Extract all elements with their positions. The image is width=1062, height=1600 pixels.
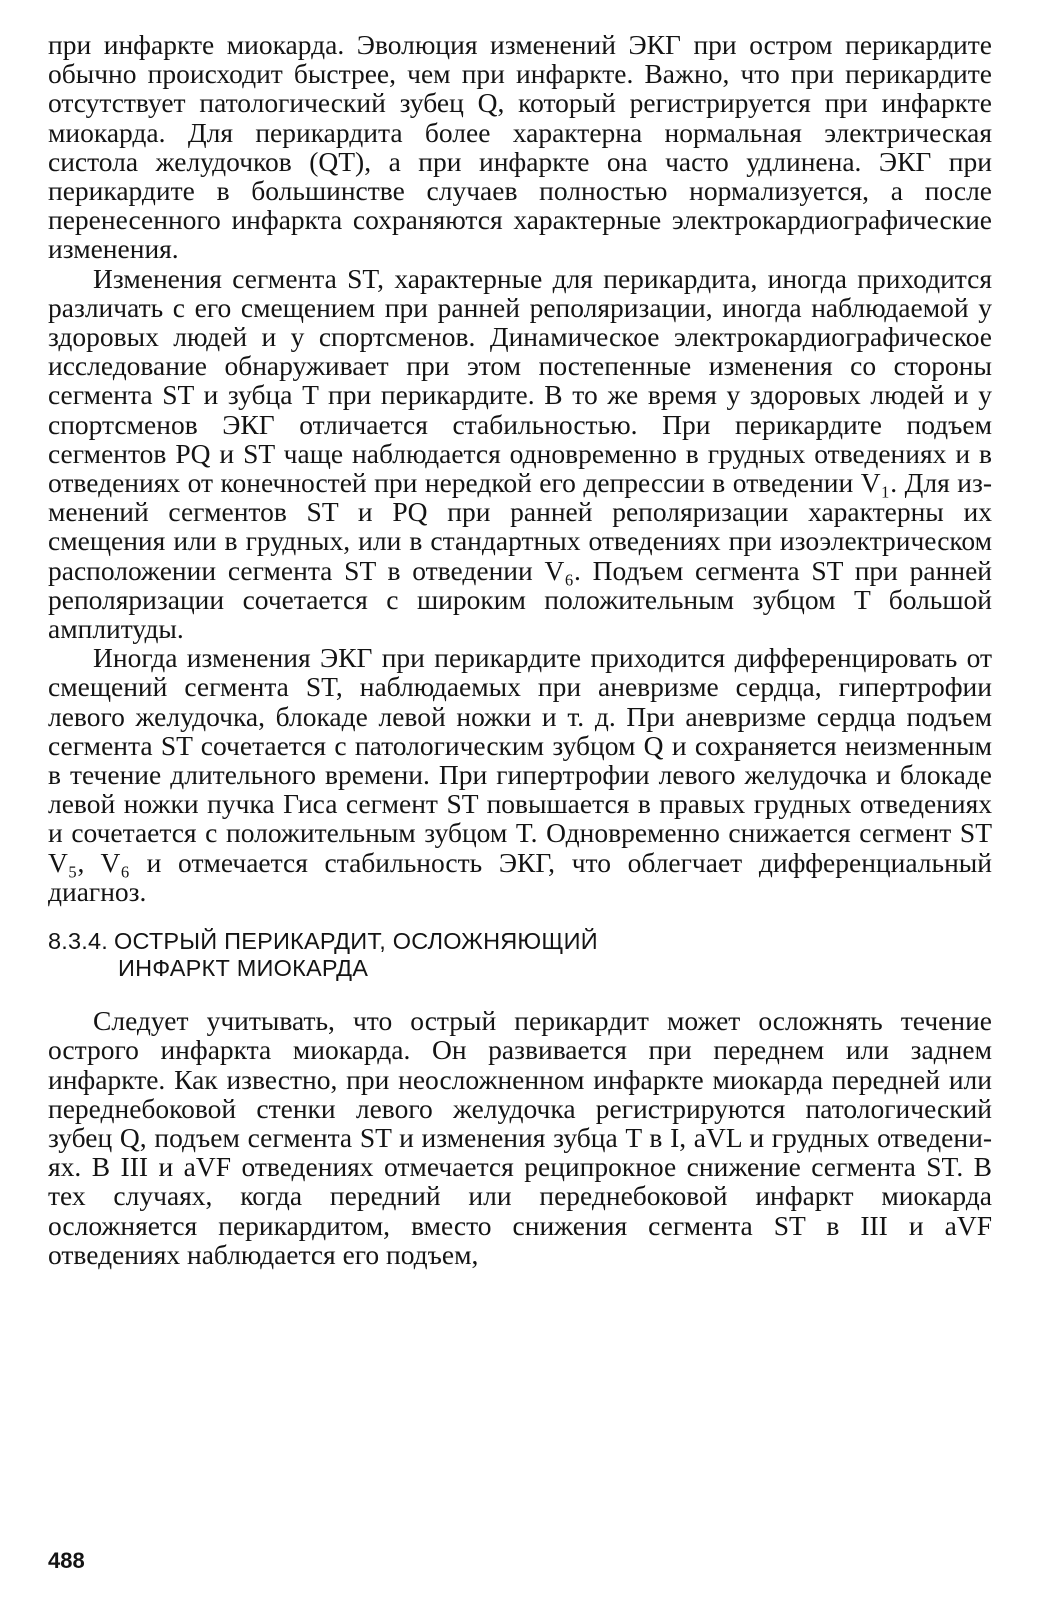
page-number: 488 (48, 1548, 85, 1573)
section-title-line2: ИНФАРКТ МИОКАРДА (118, 955, 369, 982)
paragraph-continuation: при инфаркте миокарда. Эволюция изменений ЭКГ при остром перикардите обычно происходит быстрее, чем при инфаркте. Важно, что при перикардите отсутствует патологический зубец Q, который регистрируется при инфаркте миокарда. Для перикардита более характерна нормальная электрическая систола желудочков (QT), а при инфаркте она часто удлинена. ЭКГ при перикардите в большинстве случаев полностью нормализуется, а после перенесенного инфаркта сохраняются характерные электрокардиографические изменения. (48, 29, 992, 265)
paragraph-early-repolarization: Изменения сегмента ST, характерные для перикардита, иногда приходится различать с его смещением при ранней реполяризации, иногда наблюдаемой у здоровых людей и у спортсменов. Динамическое электрокардиографическое исследование обнаруживает при этом постепенные изменения со стороны сегмента ST и зубца T при перикардите. В то же время у здоровых людей и у спортсменов ЭКГ отличается стабильностью. При перикардите подъем сегментов PQ и ST чаще наблюдается одновременно в грудных отведениях и в отведениях от конечностей при нередкой его депрессии в отведении V₁. Для изменений сегментов ST и PQ при ранней реполяризации характерны их смещения или в грудных, или в стандартных отведениях при изоэлектрическом расположении сегмента ST в отведении V₆. Подъем сегмента ST при ранней реполяризации сочетается с широким положительным зубцом T большой амплитуды. (48, 262, 992, 645)
paragraph-differential-diagnosis: Иногда изменения ЭКГ при перикардите приходится дифференцировать от смещений сегмента ST, наблюдаемых при аневризме сердца, гипертрофии левого желудочка, блокаде левой ножки и т. д. При аневризме сердца подъем сегмента ST сочетается с патологическим зубцом Q и сохраняется неизменным в течение длительного времени. При гипертрофии левого желудочка и блокаде левой ножки пучка Гиса сегмент ST повышается в правых грудных отведениях и сочетается с положительным зубцом T. Одновременно снижается сегмент ST V₅, V₆ и отмечается стабильность ЭКГ, что облегчает дифференциальный диагноз. (48, 642, 992, 907)
spacer (48, 982, 992, 1006)
page-body (48, 30, 992, 1570)
section-number: 8.3.4. (48, 928, 108, 955)
section-heading (48, 928, 992, 982)
section-title-line1: ОСТРЫЙ ПЕРИКАРДИТ, ОСЛОЖНЯЮЩИЙ (114, 928, 598, 955)
paragraph-acute-pericarditis: Следует учитывать, что острый перикардит может осложнять течение острого инфаркта миокарда. Он развивается при переднем или заднем инфаркте. Как известно, при неосложненном инфаркте миокарда передней или переднебоковой стенки левого желудочка регистрируются патологический зубец Q, подъем сегмента ST и изменения зубца T в I, aVL и грудных отведениях. В III и aVF отведениях отмечается реципрокное снижение сегмента ST. В тех случаях, когда передний или переднебоковой инфаркт миокарда осложняется перикардитом, вместо снижения сегмента ST в III и aVF отведениях наблюдается его подъем, (48, 1005, 992, 1270)
